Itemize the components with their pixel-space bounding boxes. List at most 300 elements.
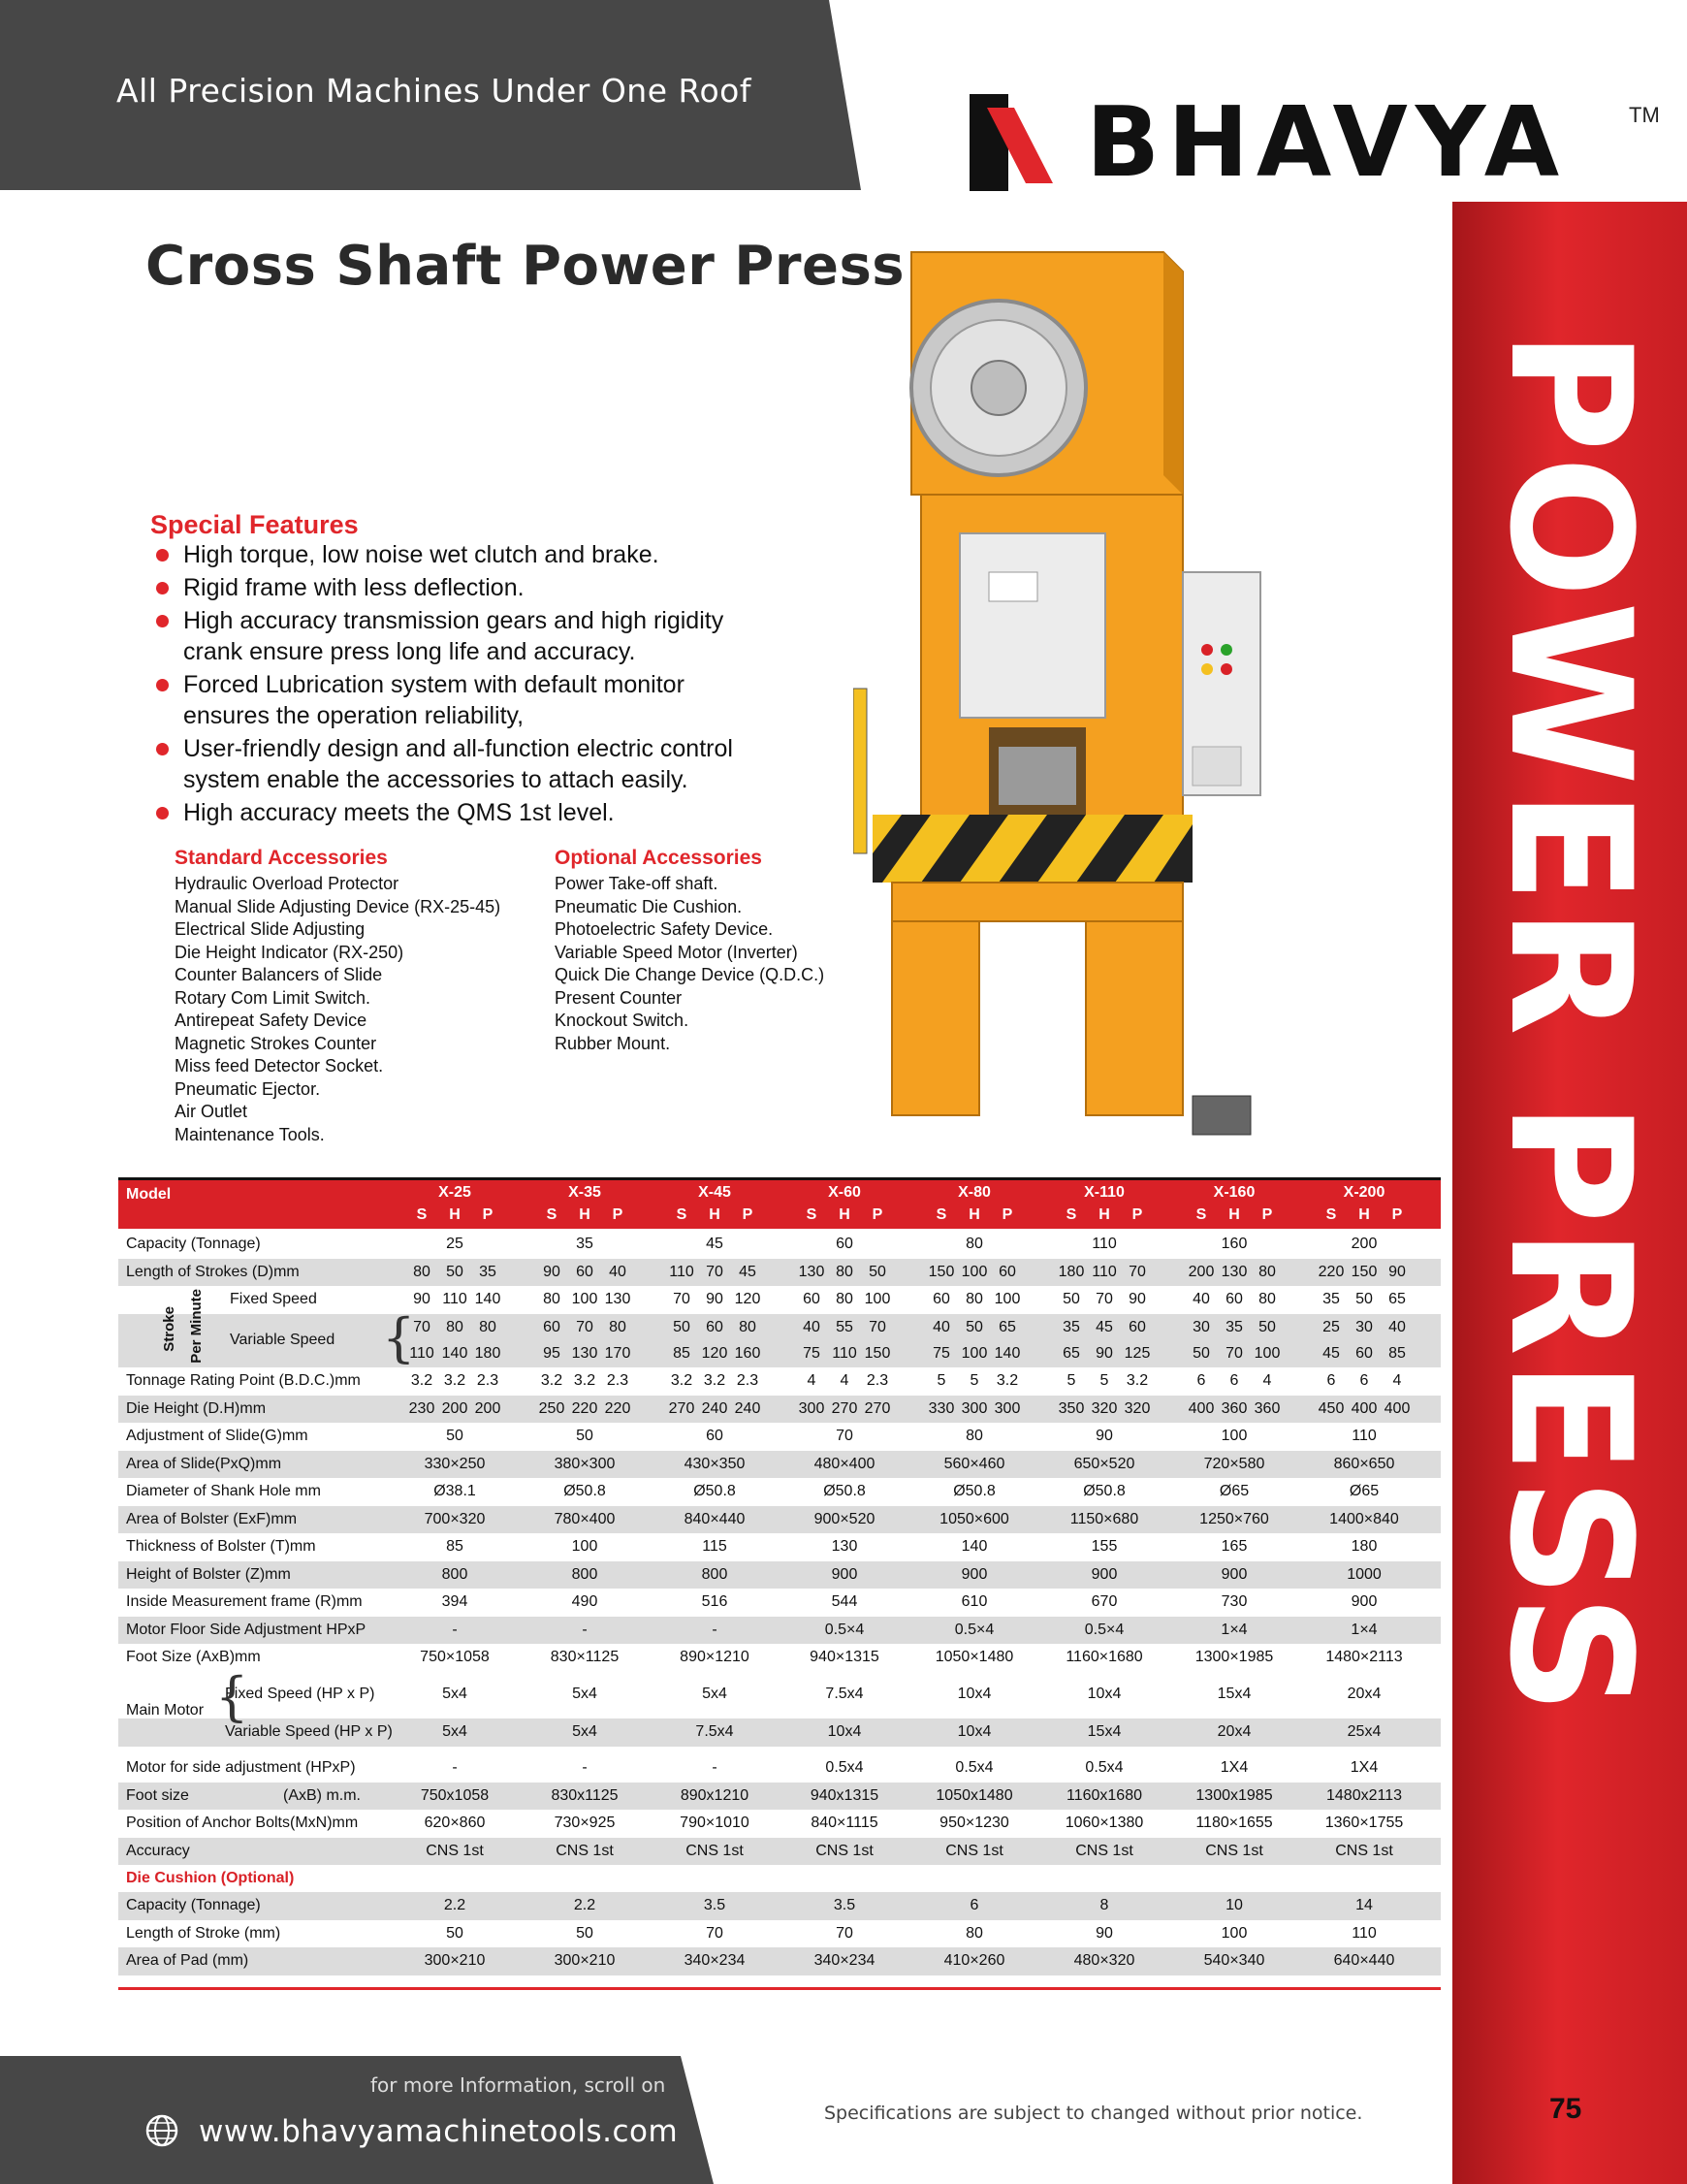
spec-cell: 3.2 [1126,1372,1149,1389]
spec-cell: 100 [961,1263,988,1280]
spec-cell: 65 [1388,1291,1406,1307]
spec-cell: 70 [706,1263,723,1280]
spec-cell: 1300×1985 [1194,1649,1274,1665]
disclaimer: Specifications are subject to changed without prior notice. [824,2103,1363,2124]
spec-cell: 480×320 [1073,1952,1135,1969]
shp-subheader: H [969,1206,980,1223]
spec-cell: 410×260 [943,1952,1005,1969]
spec-cell: - [712,1621,717,1638]
spec-cell: 1×4 [1221,1621,1248,1638]
spec-row [118,1617,1441,1645]
spec-cell: 10x4 [957,1723,992,1740]
spec-cell: 270 [831,1399,858,1417]
special-features-list [150,539,829,830]
spec-cell: 560×460 [943,1455,1005,1472]
shp-subheader: H [579,1206,590,1223]
spec-cell: 7.5x4 [695,1723,734,1740]
spec-cell: 720×580 [1203,1455,1265,1472]
spec-cell: 900 [831,1565,858,1583]
spec-cell: 780×400 [554,1510,616,1527]
spec-cell: 50 [446,1924,463,1942]
spec-cell: 140 [961,1538,988,1555]
spec-cell: 300 [798,1399,825,1417]
spec-cell: 2.3 [736,1372,759,1389]
optional-accessory-item: Knockout Switch. [555,1011,689,1030]
spec-cell: CNS 1st [1205,1842,1263,1859]
spec-cell: 100 [961,1344,988,1362]
spec-row [118,1286,1441,1314]
spec-cell: 544 [831,1593,858,1610]
spec-cell: 750x1058 [420,1786,490,1804]
spec-cell: 90 [1388,1263,1406,1280]
spec-row [118,1947,1441,1975]
shp-subheader: H [449,1206,461,1223]
spec-cell: 35 [479,1263,496,1280]
spec-cell: 1300x1985 [1195,1786,1273,1804]
spec-cell: 610 [961,1593,988,1610]
spec-cell: 3.2 [703,1372,726,1389]
spec-cell: 1180×1655 [1195,1815,1273,1831]
spec-cell: 50 [1193,1344,1210,1362]
spec-cell: 1480x2113 [1326,1786,1402,1804]
spec-row [118,1838,1441,1866]
shp-subheader: P [612,1206,623,1223]
spec-cell: 70 [836,1924,853,1942]
spec-cell: 20x4 [1347,1686,1382,1702]
spec-row [118,1810,1441,1838]
standard-accessory-item: Maintenance Tools. [175,1124,325,1144]
spec-cell: 35 [1322,1291,1340,1307]
spec-cell: 80 [479,1318,496,1335]
spec-cell: 50 [1355,1291,1373,1307]
spec-row [118,1231,1441,1259]
spec-cell: 70 [576,1318,593,1335]
spec-cell: 60 [836,1236,853,1252]
shp-subheader: P [1261,1206,1273,1223]
spec-cell: 150 [928,1263,955,1280]
spec-row-label: Accuracy [126,1842,190,1859]
standard-accessory-item: Miss feed Detector Socket. [175,1056,384,1076]
spec-cell: CNS 1st [685,1842,744,1859]
spec-cell: 150 [864,1344,891,1362]
spec-cell: 750×1058 [420,1649,490,1665]
spec-cell: 1160×1680 [1066,1649,1143,1665]
spec-cell: 950×1230 [939,1815,1009,1831]
spec-cell: 100 [571,1291,598,1307]
shp-subheader: H [839,1206,850,1223]
shp-subheader: S [546,1206,557,1223]
spec-cell: 100 [571,1538,598,1555]
spec-cell: 300 [961,1399,988,1417]
spec-cell: 5 [970,1372,979,1389]
shp-subheader: P [742,1206,753,1223]
feature-item: High torque, low noise wet clutch and brake. [150,539,829,570]
tagline: All Precision Machines Under One Roof [116,72,751,110]
spec-cell: 130 [798,1263,825,1280]
optional-accessory-item: Pneumatic Die Cushion. [555,896,743,916]
spec-cell: 60 [1129,1318,1146,1335]
spec-cell: 180 [1058,1263,1085,1280]
spec-cell: 2.2 [573,1897,596,1913]
spec-row [118,1423,1441,1451]
spec-cell: 15x4 [1087,1723,1122,1740]
spec-cell: 70 [836,1428,853,1444]
spec-cell: 1X4 [1350,1759,1379,1776]
per-minute-label: Per Minute [188,1289,205,1364]
spec-cell: 80 [836,1291,853,1307]
spec-cell: 900 [961,1565,988,1583]
spec-cell: 130 [831,1538,858,1555]
spec-cell: 90 [1096,1344,1113,1362]
standard-accessory-item: Magnetic Strokes Counter [175,1033,377,1053]
spec-cell: 830×1125 [550,1649,620,1665]
spec-cell: 2.3 [606,1372,629,1389]
spec-cell: - [582,1621,588,1638]
spec-cell: 1160x1680 [1066,1786,1142,1804]
spec-cell: 30 [1193,1318,1210,1335]
spec-cell: 60 [576,1263,593,1280]
spec-cell: 516 [701,1593,728,1610]
spec-row [118,1754,1441,1783]
spec-row-label: Motor for side adjustment (HPxP) [126,1759,356,1776]
spec-cell: 5x4 [572,1686,597,1702]
standard-accessory-item: Manual Slide Adjusting Device (RX-25-45) [175,896,501,916]
shp-subheader: P [482,1206,493,1223]
spec-row-label: Diameter of Shank Hole mm [126,1483,321,1499]
spec-cell: 3.2 [540,1372,563,1389]
model-header-label: Model [126,1186,172,1203]
spec-row-label: Foot Size (AxB)mm [126,1649,261,1665]
spec-cell: 70 [1096,1291,1113,1307]
spec-cell: 95 [543,1344,560,1362]
spec-cell: - [452,1759,458,1776]
spec-row [118,1259,1441,1287]
spec-cell: 1250×760 [1199,1510,1269,1527]
spec-cell: 1480×2113 [1325,1649,1403,1665]
spec-cell: 900 [1091,1565,1118,1583]
spec-cell: 0.5×4 [954,1621,995,1638]
spec-cell: 700×320 [424,1510,486,1527]
spec-cell: 330×250 [424,1455,486,1472]
spec-cell: Ø50.8 [953,1483,996,1499]
spec-cell: 90 [706,1291,723,1307]
spec-cell: 40 [609,1263,626,1280]
spec-cell: 90 [413,1291,430,1307]
spec-cell: CNS 1st [815,1842,874,1859]
spec-cell: 0.5×4 [1084,1621,1125,1638]
spec-cell: 10 [1225,1897,1243,1913]
spec-cell: 730 [1221,1593,1248,1610]
spec-cell: 430×350 [684,1455,746,1472]
feature-item: High accuracy transmission gears and high rigidity crank ensure press long life and accuracy. [150,605,726,667]
spec-cell: 940×1315 [810,1649,879,1665]
stroke-label: Stroke [161,1306,177,1352]
spec-cell: 160 [1221,1236,1248,1252]
spec-cell: 165 [1221,1538,1248,1555]
spec-cell: 110 [1092,1263,1117,1280]
spec-cell: 80 [966,1236,983,1252]
spec-row [118,1478,1441,1506]
spec-row-label: Fixed Speed [230,1291,317,1307]
spec-cell: CNS 1st [1075,1842,1133,1859]
spec-row [118,1681,1441,1709]
feature-item: Rigid frame with less deflection. [150,572,829,603]
brace-icon: { [382,1307,416,1368]
spec-cell: 50 [576,1428,593,1444]
spec-cell: 80 [446,1318,463,1335]
more-info-text: for more Information, scroll on [370,2073,666,2097]
spec-cell: 35 [1225,1318,1243,1335]
shp-subheader: H [1098,1206,1110,1223]
spec-cell: 450 [1318,1399,1345,1417]
spec-cell: 0.5x4 [955,1759,994,1776]
spec-cell: 160 [734,1344,761,1362]
standard-accessory-item: Rotary Com Limit Switch. [175,987,371,1008]
spec-cell: 50 [1063,1291,1080,1307]
spec-cell: 45 [1096,1318,1113,1335]
spec-cell: 300×210 [424,1952,486,1969]
spec-cell: 10x4 [1087,1686,1122,1702]
spec-cell: 5 [937,1372,946,1389]
optional-accessory-item: Rubber Mount. [555,1033,671,1053]
spec-cell: 45 [1322,1344,1340,1362]
standard-accessory-item: Pneumatic Ejector. [175,1078,321,1099]
spec-cell: 790×1010 [680,1815,749,1831]
spec-cell: 155 [1091,1538,1118,1555]
spec-cell: 80 [609,1318,626,1335]
optional-accessory-item: Variable Speed Motor (Inverter) [555,942,798,962]
spec-cell: 400 [1351,1399,1378,1417]
spec-cell: 900×520 [813,1510,875,1527]
standard-accessories-title: Standard Accessories [175,847,388,869]
spec-row-label: Area of Slide(PxQ)mm [126,1455,282,1472]
spec-cell: 80 [966,1291,983,1307]
spec-cell: 480×400 [813,1455,875,1472]
website-link[interactable]: www.bhavyamachinetools.com [199,2114,679,2149]
spec-row [118,1718,1441,1747]
spec-cell: - [582,1759,588,1776]
spec-row-label: Inside Measurement frame (R)mm [126,1593,363,1610]
shp-subheader: S [1325,1206,1337,1223]
power-press-image [853,242,1299,1164]
spec-cell: 60 [933,1291,950,1307]
spec-cell: 80 [413,1263,430,1280]
spec-cell: 900 [1221,1565,1248,1583]
spec-cell: 10x4 [957,1686,992,1702]
standard-accessory-item: Die Height Indicator (RX-250) [175,942,404,962]
spec-cell: 125 [1124,1344,1151,1362]
spec-row [118,1589,1441,1617]
spec-cell: 120 [734,1291,761,1307]
standard-accessories-list [175,873,500,1146]
spec-cell: 15x4 [1217,1686,1252,1702]
spec-cell: 830x1125 [551,1786,619,1804]
spec-cell: 5x4 [702,1686,727,1702]
spec-cell: 80 [1258,1291,1276,1307]
standard-accessory-item: Electrical Slide Adjusting [175,919,366,939]
spec-cell: 60 [999,1263,1016,1280]
spec-cell: 2.3 [476,1372,499,1389]
spec-cell: 70 [1129,1263,1146,1280]
brace-icon: { [215,1666,249,1727]
spec-cell: 670 [1091,1593,1118,1610]
spec-row-label: Fixed Speed (HP x P) [225,1686,375,1702]
globe-icon [145,2114,178,2147]
spec-row [118,1506,1441,1534]
spec-cell: Ø50.8 [563,1483,606,1499]
spec-cell: 1360×1755 [1324,1815,1404,1831]
spec-cell: 150 [1351,1263,1378,1280]
optional-accessory-item: Power Take-off shaft. [555,874,718,893]
spec-cell: 270 [864,1399,891,1417]
spec-cell: 70 [413,1318,430,1335]
spec-cell: 394 [441,1593,468,1610]
spec-cell: 230 [408,1399,435,1417]
spec-cell: 50 [673,1318,690,1335]
optional-accessory-item: Quick Die Change Device (Q.D.C.) [555,965,825,984]
spec-cell: 4 [807,1372,816,1389]
spec-cell: 65 [1063,1344,1080,1362]
spec-cell: 320 [1124,1399,1151,1417]
spec-row-label: Variable Speed [230,1331,335,1348]
spec-cell: 220 [571,1399,598,1417]
spec-cell: Ø65 [1349,1483,1380,1499]
spec-row-label: Tonnage Rating Point (B.D.C.)mm [126,1372,361,1389]
spec-cell: 800 [441,1565,468,1583]
spec-cell: 4 [840,1372,849,1389]
spec-cell: CNS 1st [556,1842,614,1859]
spec-cell: 60 [543,1318,560,1335]
spec-cell: 860×650 [1333,1455,1395,1472]
spec-cell: 25 [1322,1318,1340,1335]
spec-cell: 8 [1099,1897,1109,1913]
spec-cell: 3.2 [670,1372,693,1389]
spec-cell: 840×440 [684,1510,746,1527]
spec-row-label: Foot size [126,1786,189,1804]
spec-cell: 140 [441,1344,468,1362]
spec-cell: 80 [739,1318,756,1335]
spec-cell: 70 [1225,1344,1243,1362]
standard-accessory-item: Counter Balancers of Slide [175,965,383,984]
spec-cell: 6 [970,1897,979,1913]
spec-row-label: Capacity (Tonnage) [126,1236,261,1252]
spec-cell: 60 [1355,1344,1373,1362]
spec-cell: 170 [604,1344,631,1362]
spec-cell: 3.2 [410,1372,433,1389]
spec-cell: 200 [441,1399,468,1417]
spec-cell: 1050×600 [939,1510,1009,1527]
spec-cell: 730×925 [554,1815,616,1831]
spec-cell: 2.2 [443,1897,466,1913]
standard-accessory-item: Hydraulic Overload Protector [175,874,399,893]
spec-row-label: Length of Stroke (mm) [126,1924,281,1942]
spec-cell: 1X4 [1220,1759,1249,1776]
spec-cell: 6 [1229,1372,1239,1389]
spec-cell: 90 [543,1263,560,1280]
model-column-header: X-25 [438,1184,471,1201]
spec-cell: 1150×680 [1069,1510,1139,1527]
spec-row [118,1783,1441,1811]
shp-subheader: S [806,1206,817,1223]
spec-cell: 5 [1099,1372,1109,1389]
spec-cell: 140 [994,1344,1021,1362]
spec-cell: 85 [673,1344,690,1362]
spec-cell: 890×1210 [680,1649,749,1665]
spec-cell: 180 [474,1344,501,1362]
spec-cell: 40 [1388,1318,1406,1335]
spec-cell: 3.2 [443,1372,466,1389]
spec-cell: 110 [442,1291,467,1307]
spec-cell: 50 [966,1318,983,1335]
spec-cell: 1050x1480 [936,1786,1013,1804]
model-column-header: X-60 [828,1184,861,1201]
spec-cell: 250 [538,1399,565,1417]
spec-cell: 85 [446,1538,463,1555]
spec-cell: 100 [1254,1344,1281,1362]
spec-cell: 80 [1258,1263,1276,1280]
spec-row-label: Capacity (Tonnage) [126,1897,261,1913]
spec-cell: 55 [836,1318,853,1335]
spec-cell: 110 [669,1263,694,1280]
spec-cell: - [452,1621,458,1638]
spec-cell: CNS 1st [426,1842,484,1859]
spec-cell: 350 [1058,1399,1085,1417]
spec-cell: 360 [1254,1399,1281,1417]
spec-cell: 40 [803,1318,820,1335]
spec-cell: 25x4 [1347,1723,1382,1740]
spec-row-label: Thickness of Bolster (T)mm [126,1538,316,1555]
spec-cell: 300×210 [554,1952,616,1969]
spec-cell: 35 [576,1236,593,1252]
spec-cell: 50 [869,1263,886,1280]
standard-accessory-item: Antirepeat Safety Device [175,1011,367,1030]
spec-cell: 490 [571,1593,598,1610]
spec-cell: 70 [706,1924,723,1942]
model-column-header: X-80 [958,1184,991,1201]
spec-cell: 1400×840 [1329,1510,1399,1527]
spec-cell: 50 [446,1428,463,1444]
spec-cell: 65 [999,1318,1016,1335]
spec-cell: 100 [1221,1924,1248,1942]
spec-cell: 6 [1359,1372,1369,1389]
optional-accessory-item: Present Counter [555,987,683,1008]
spec-cell: 4 [1392,1372,1402,1389]
spec-cell: 220 [604,1399,631,1417]
spec-cell: 140 [474,1291,501,1307]
spec-cell: 100 [1221,1428,1248,1444]
spec-cell: 240 [734,1399,761,1417]
model-column-header: X-200 [1343,1184,1385,1201]
spec-cell: 940x1315 [810,1786,879,1804]
shp-subheader: H [709,1206,720,1223]
shp-subheader: S [1066,1206,1077,1223]
spec-cell: 20x4 [1217,1723,1252,1740]
feature-item: High accuracy meets the QMS 1st level. [150,797,829,828]
spec-cell: 90 [1096,1924,1113,1942]
spec-row [118,1307,1441,1368]
spec-cell: 110 [1092,1236,1117,1252]
spec-cell: 60 [803,1291,820,1307]
spec-cell: 5x4 [442,1686,467,1702]
spec-cell: 100 [864,1291,891,1307]
spec-cell: 80 [966,1924,983,1942]
spec-cell: 300 [994,1399,1021,1417]
trademark: TM [1629,103,1660,127]
spec-cell: 6 [1196,1372,1206,1389]
spec-cell: 1×4 [1351,1621,1378,1638]
spec-cell: 0.5x4 [825,1759,864,1776]
spec-cell: 3.5 [703,1897,726,1913]
